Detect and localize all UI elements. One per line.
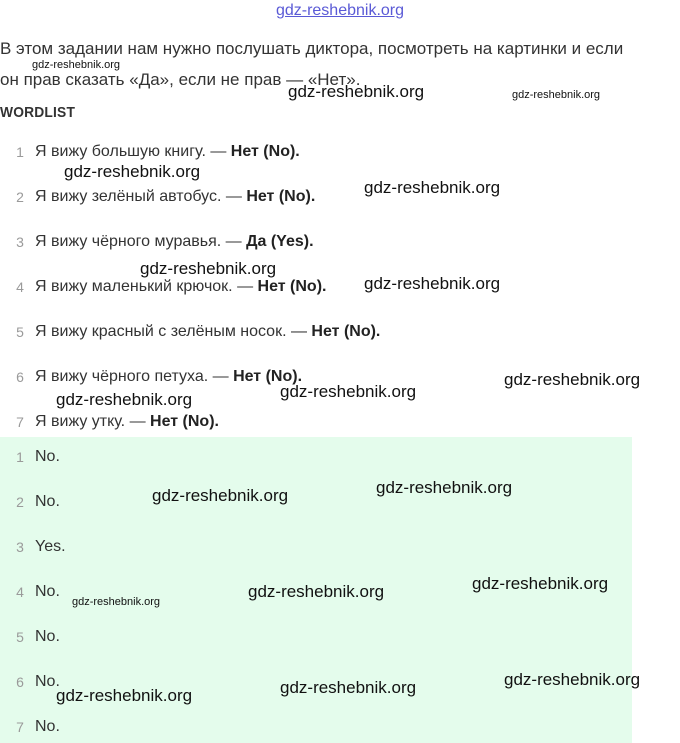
watermark: gdz-reshebnik.org (472, 574, 609, 593)
watermark: gdz-reshebnik.org (152, 486, 289, 505)
answer-text: Yes. (35, 538, 66, 555)
statement-number: 7 (16, 414, 24, 430)
statement-number: 3 (16, 234, 24, 250)
answer-number: 4 (16, 584, 24, 600)
answer-number: 7 (16, 719, 24, 735)
answer-number: 1 (16, 449, 24, 465)
answer-number: 5 (16, 629, 24, 645)
watermark: gdz-reshebnik.org (504, 370, 641, 389)
statement-text: Я вижу большую книгу. — Нет (No). (35, 143, 300, 160)
watermark: gdz-reshebnik.org (364, 274, 501, 293)
answer-number: 6 (16, 674, 24, 690)
watermark: gdz-reshebnik.org (32, 59, 121, 71)
intro-line-2: он прав сказать «Да», если не прав — «Нет». (0, 70, 361, 89)
answer-text: No. (35, 448, 60, 465)
statement-answer: Да (Yes). (246, 233, 314, 250)
answer-number: 2 (16, 494, 24, 510)
watermark: gdz-reshebnik.org (56, 686, 193, 705)
statement-text: Я вижу чёрного петуха. — Нет (No). (35, 368, 303, 385)
statement-answer: Нет (No). (150, 413, 219, 430)
statement-number: 1 (16, 144, 24, 160)
statement-answer: Нет (No). (246, 188, 316, 205)
watermark: gdz-reshebnik.org (288, 82, 425, 101)
watermark: gdz-reshebnik.org (248, 582, 385, 601)
wordlist-heading: WORDLIST (0, 104, 76, 121)
statement-text: Я вижу чёрного муравья. — Да (Yes). (35, 233, 314, 250)
watermark: gdz-reshebnik.org (364, 178, 501, 197)
answer-text: No. (35, 673, 60, 690)
watermark: gdz-reshebnik.org (504, 670, 641, 689)
watermark: gdz-reshebnik.org (56, 390, 193, 409)
watermark: gdz-reshebnik.org (280, 382, 417, 401)
site-link[interactable]: gdz-reshebnik.org (275, 2, 405, 19)
answer-text: No. (35, 493, 60, 510)
watermark: gdz-reshebnik.org (140, 259, 277, 278)
statement-text: Я вижу маленький крючок. — Нет (No). (35, 278, 327, 295)
answer-text: No. (35, 583, 60, 600)
statement-number: 6 (16, 369, 24, 385)
statement-answer: Нет (No). (257, 278, 327, 295)
statement-number: 2 (16, 189, 24, 205)
statement-text: Я вижу зелёный автобус. — Нет (No). (35, 188, 316, 205)
watermark: gdz-reshebnik.org (64, 162, 201, 181)
statement-text: Я вижу красный с зелёным носок. — Нет (No). (35, 323, 381, 340)
statement-number: 5 (16, 324, 24, 340)
watermark: gdz-reshebnik.org (376, 478, 513, 497)
watermark: gdz-reshebnik.org (512, 89, 601, 101)
statement-number: 4 (16, 279, 24, 295)
statement-answer: Нет (No). (311, 323, 381, 340)
watermark: gdz-reshebnik.org (280, 678, 417, 697)
watermark: gdz-reshebnik.org (72, 596, 161, 608)
answer-text: No. (35, 718, 60, 735)
statement-answer: Нет (No). (230, 143, 300, 160)
answer-text: No. (35, 628, 60, 645)
statement-answer: Нет (No). (233, 368, 303, 385)
answer-number: 3 (16, 539, 24, 555)
statement-text: Я вижу утку. — Нет (No). (35, 413, 219, 430)
intro-line-1: В этом задании нам нужно послушать диктора, посмотреть на картинки и если (0, 39, 624, 58)
